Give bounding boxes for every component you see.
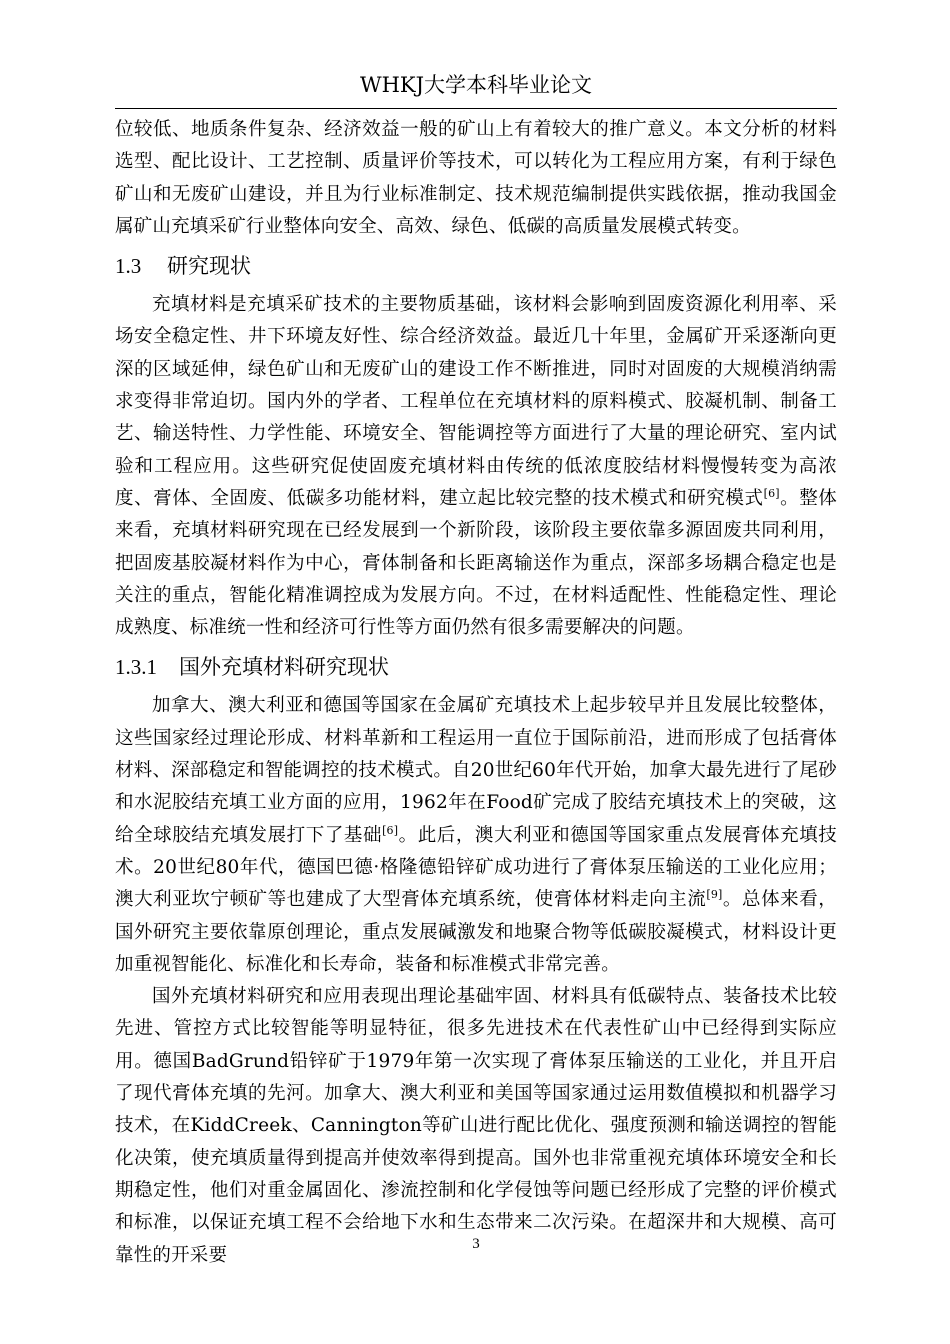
- text-segment: 。整体来看，充填材料研究现在已经发展到一个新阶段，该阶段主要依靠多源固废共同利用，把固废基胶凝材料作为中心，膏体制备和长距离输送作为重点，深部多场耦合稳定也是关注的重点，智能化精准调控成为发展方向。不过，在材料适配性、性能稳定性、理论成熟度、标准统一性和经济可行性等方面仍然有很多需要解决的问题。: [115, 487, 837, 639]
- text-segment: 。此后，澳大利亚和德国等国家重点发展膏体充填技术。20世纪80年代，德国巴德·格隆德铅锌矿成功进行了膏体泵压输送的工业化应用；澳大利亚坎宁顿矿等也建成了大型膏体充填系统，使膏体材料走向主流: [115, 824, 837, 911]
- section-title: 研究现状: [167, 254, 251, 279]
- page-number: 3: [472, 1236, 480, 1252]
- section-heading-1-3: [115, 243, 837, 289]
- page-header: WHKJ大学本科毕业论文: [359, 73, 592, 97]
- text-segment: 充填材料是充填采矿技术的主要物质基础，该材料会影响到固废资源化利用率、采场安全稳定性、井下环境友好性、综合经济效益。最近几十年里，金属矿开采逐渐向更深的区域延伸，绿色矿山和无废矿山的建设工作不断推进，同时对固废的大规模消纳需求变得非常迫切。国内外的学者、工程单位在充填材料的原料模式、胶凝机制、制备工艺、输送特性、力学性能、环境安全、智能调控等方面进行了大量的理论研究、室内试验和工程应用。这些研究促使固废充填材料由传统的低浓度胶结材料慢慢转变为高浓度、膏体、全固废、低碳多功能材料，建立起比较完整的技术模式和研究模式: [115, 294, 837, 509]
- paragraph-foreign-characteristics: [115, 981, 837, 1272]
- section-heading-1-3-1: [115, 644, 837, 690]
- paragraph-foreign-history: [115, 690, 837, 981]
- citation: [6]: [382, 823, 399, 837]
- body-text: [115, 114, 837, 1272]
- text-segment: 国外充填材料研究和应用表现出理论基础牢固、材料具有低碳特点、装备技术比较先进、管控方式比较智能等明显特征，很多先进技术在代表性矿山中已经得到实际应用。德国BadGrund铅锌矿于1979年第一次实现了膏体泵压输送的工业化，并且开启了现代膏体充填的先河。加拿大、澳大利亚和美国等国家通过运用数值模拟和机器学习技术，在KiddCreek、Cannington等矿山进行配比优化、强度预测和输送调控的智能化决策，使充填质量得到提高并使效率得到提高。国外也非常重视充填体环境安全和长期稳定性，他们对重金属固化、渗流控制和化学侵蚀等问题已经形成了完整的评价模式和标准，以保证充填工程不会给地下水和生态带来二次污染。在超深井和大规模、高可靠性的开采要: [115, 986, 837, 1266]
- text-segment: 位较低、地质条件复杂、经济效益一般的矿山上有着较大的推广意义。本文分析的材料选型、配比设计、工艺控制、质量评价等技术，可以转化为工程应用方案，有利于绿色矿山和无废矿山建设，并且为行业标准制定、技术规范编制提供实践依据，推动我国金属矿山充填采矿行业整体向安全、高效、绿色、低碳的高质量发展模式转变。: [115, 119, 837, 237]
- text-segment: 加拿大、澳大利亚和德国等国家在金属矿充填技术上起步较早并且发展比较整体，这些国家经过理论形成、材料革新和工程运用一直位于国际前沿，进而形成了包括膏体材料、深部稳定和智能调控的技术模式。自20世纪60年代开始，加拿大最先进行了尾砂和水泥胶结充填工业方面的应用，1962年在Food矿完成了胶结充填技术上的突破，这给全球胶结充填发展打下了基础: [115, 695, 837, 846]
- citation: [9]: [706, 888, 723, 902]
- section-number: 1.3: [115, 254, 142, 279]
- paragraph-research-status: [115, 289, 837, 644]
- citation: [6]: [763, 486, 780, 500]
- paragraph-intro-continuation: [115, 114, 837, 243]
- header-rule: [115, 108, 837, 109]
- section-title: 国外充填材料研究现状: [179, 655, 389, 680]
- section-number: 1.3.1: [115, 655, 157, 680]
- text-segment: 。总体来看，国外研究主要依靠原创理论，重点发展碱激发和地聚合物等低碳胶凝模式，材料设计更加重视智能化、标准化和长寿命，装备和标准模式非常完善。: [115, 889, 838, 975]
